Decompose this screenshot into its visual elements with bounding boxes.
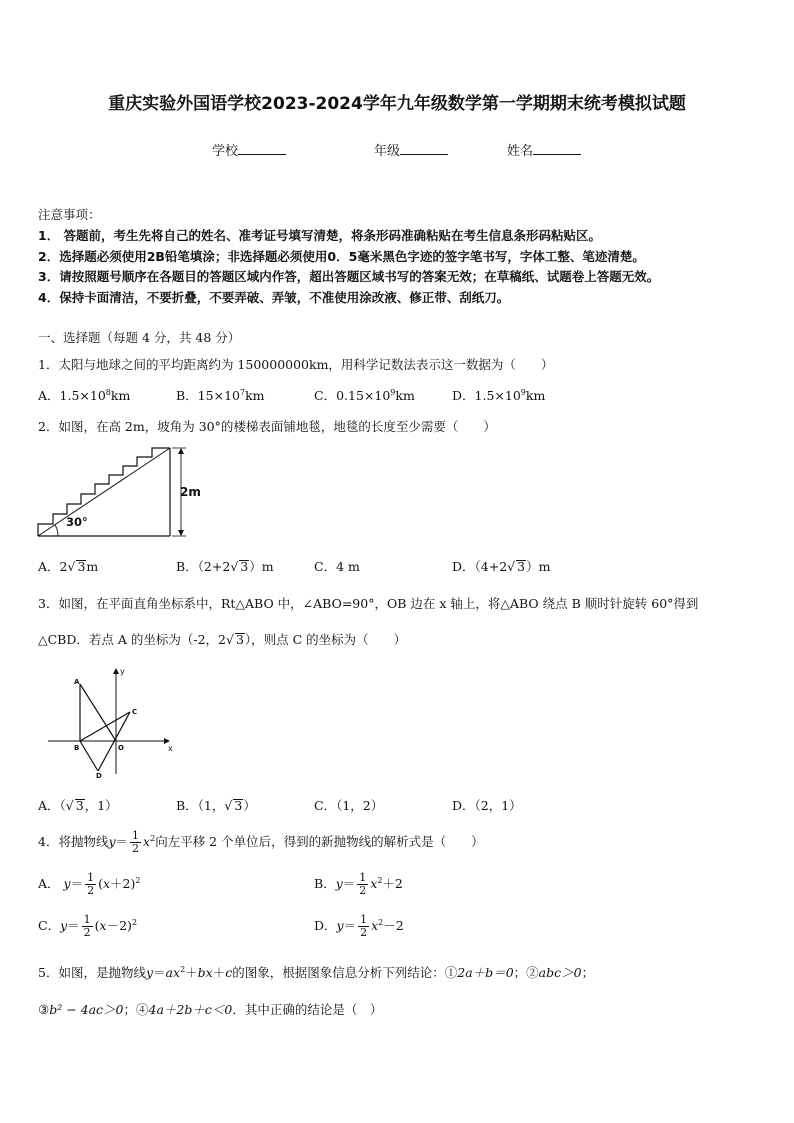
grade-label: 年级 — [374, 144, 401, 159]
school-label: 学校 — [212, 144, 239, 159]
notice-item-1: 1． 答题前，考生先将自己的姓名、准考证号填写清楚，将条形码准确粘贴在考生信息条形码粘贴区。 — [38, 228, 602, 243]
grade-field — [374, 140, 448, 159]
q1-option-b[interactable]: B．$15\times 10^7km$ — [176, 387, 265, 403]
q2-option-d[interactable]: D．（4+2√ 3）m — [452, 559, 551, 574]
q4-option-c[interactable]: C．y＝ $\frac{1}{2}$ $(x-2)^2$ — [38, 913, 138, 940]
svg-text:B: B — [74, 744, 80, 752]
name-blank[interactable] — [533, 142, 581, 155]
q5-stem-line2: ③b² − 4ac＞0；④4a＋2b＋c＜0．其中正确的结论是（ ） — [38, 1002, 383, 1017]
q4-option-b[interactable]: B．y＝ $\frac{1}{2}$ $x^2+2$ — [314, 871, 403, 898]
page-title: 重庆实验外国语学校2023-2024学年九年级数学第一学期期末统考模拟试题 — [108, 94, 686, 114]
svg-text:y: y — [120, 667, 125, 676]
q4-option-a[interactable]: A． y＝ $\frac{1}{2}$ $(x+2)^2$ — [38, 871, 141, 898]
svg-text:A: A — [74, 678, 80, 686]
q2-angle-label: 30° — [66, 515, 88, 529]
notice-item-4: 4．保持卡面清洁，不要折叠，不要弄破、弄皱，不准使用涂改液、修正带、刮纸刀。 — [38, 290, 510, 305]
q3-stem-line1: 3．如图，在平面直角坐标系中，Rt△ABO 中，∠ABO=90°，OB 边在 x 轴上，将△ABO 绕点 B 顺时针旋转 60°得到 — [38, 596, 699, 611]
svg-text:C: C — [132, 708, 138, 716]
svg-text:D: D — [96, 772, 102, 780]
q1-option-d[interactable]: D．$1.5\times 10^9km$ — [452, 387, 546, 403]
q3-option-d[interactable]: D．（2，1） — [452, 798, 522, 813]
school-blank[interactable] — [238, 142, 286, 155]
q1-stem: 1．太阳与地球之间的平均距离约为 150000000km，用科学记数法表示这一数据为（ ） — [38, 357, 554, 372]
q2-height-label: 2m — [180, 485, 201, 499]
q4-stem: 4．将抛物线y＝ $\frac{1}{2}$ $x^2$向左平移 2 个单位后，得到的新抛物线的解析式是（ ） — [38, 829, 484, 856]
q3-option-a[interactable]: A．（√ 3，1） — [38, 798, 118, 813]
grade-blank[interactable] — [400, 142, 448, 155]
svg-text:O: O — [118, 744, 124, 752]
school-field — [212, 140, 286, 159]
svg-text:x: x — [168, 744, 173, 753]
name-label: 姓名 — [507, 144, 534, 159]
q3-option-c[interactable]: C．（1，2） — [314, 798, 384, 813]
notice-heading: 注意事项： — [38, 207, 101, 222]
q4-option-d[interactable]: D．y＝ $\frac{1}{2}$ $x^2-2$ — [314, 913, 404, 940]
q5-stem-line1: 5．如图，是抛物线$y=ax^2+bx+c$的图象，根据图象信息分析下列结论：①2a＋b＝0；②abc＞0； — [38, 964, 595, 980]
q3-stem-line2: △CBD．若点 A 的坐标为（-2，2√ 3），则点 C 的坐标为（ ） — [38, 632, 407, 647]
q2-option-c[interactable]: C．4 m — [314, 559, 360, 574]
q2-option-b[interactable]: B．（2+2√ 3）m — [176, 559, 274, 574]
notice-item-3: 3．请按照题号顺序在各题目的答题区域内作答，超出答题区域书写的答案无效；在草稿纸、试题卷上答题无效。 — [38, 269, 660, 284]
notice-item-2: 2．选择题必须使用2B铅笔填涂；非选择题必须使用0．5毫米黑色字迹的签字笔书写，字体工整、笔迹清楚。 — [38, 249, 645, 264]
q2-option-a[interactable]: A．2√ 3m — [38, 559, 99, 574]
q2-stem: 2．如图，在高 2m，坡角为 30°的楼梯表面铺地毯，地毯的长度至少需要（ ） — [38, 419, 496, 434]
q1-option-c[interactable]: C．$0.15\times 10^9km$ — [314, 387, 415, 403]
q1-option-a[interactable]: A．$1.5\times 10^8km$ — [38, 387, 131, 403]
q2-staircase-figure — [36, 444, 216, 540]
section-heading: 一、选择题（每题 4 分，共 48 分） — [38, 330, 241, 345]
name-field — [507, 140, 581, 159]
q3-coordinate-figure — [44, 664, 180, 780]
q3-option-b[interactable]: B．（1，√ 3） — [176, 798, 256, 813]
